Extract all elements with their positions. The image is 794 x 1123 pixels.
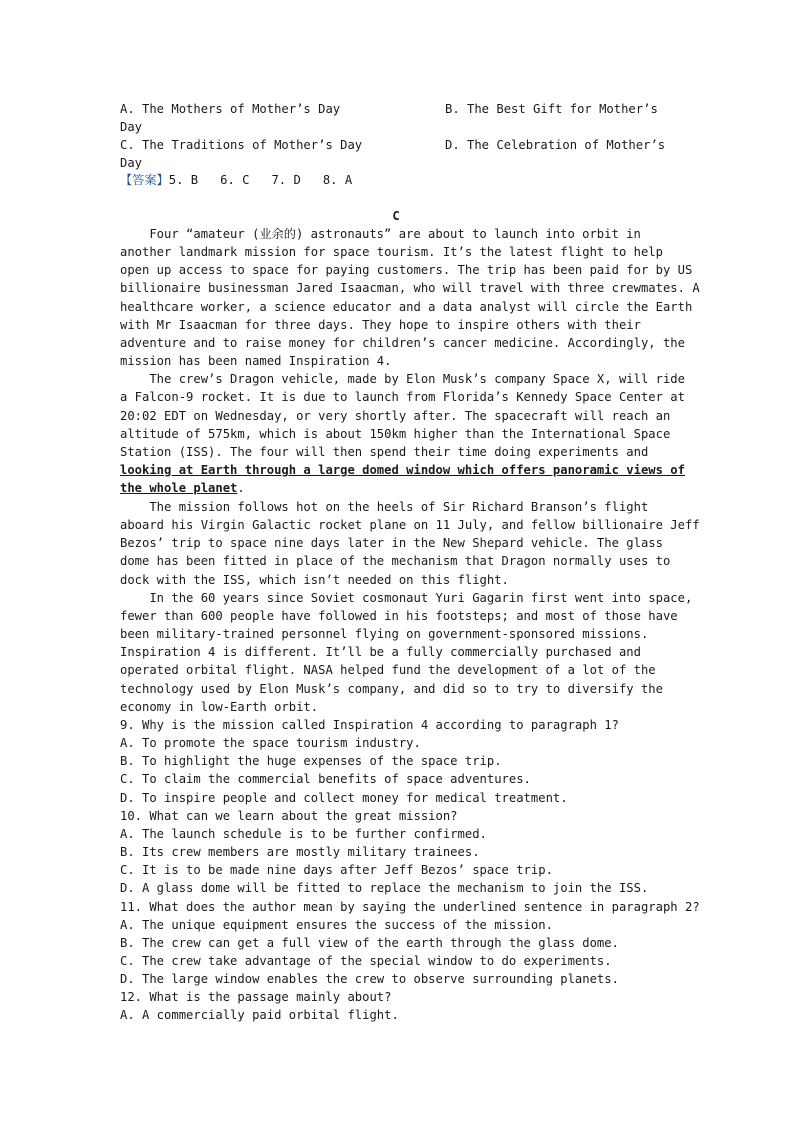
passage-line: mission has been named Inspiration 4. xyxy=(120,354,392,369)
passage-line: In the 60 years since Soviet cosmonaut Yuri Gagarin first went into space, xyxy=(120,590,693,605)
passage-line: a Falcon-9 rocket. It is due to launch from Florida’s Kennedy Space Center at xyxy=(120,390,685,405)
question-line: A. The launch schedule is to be further confirmed. xyxy=(120,826,487,841)
underlined-sentence-end: the whole planet xyxy=(120,481,238,495)
answer-label: 【答案】 xyxy=(120,173,169,187)
passage-line: Four “amateur (业余的) astronauts” are about to launch into orbit in xyxy=(120,227,641,241)
underlined-sentence-period: . xyxy=(237,481,245,495)
question-line: 11. What does the author mean by saying the underlined sentence in paragraph 2? xyxy=(120,899,700,914)
prev-option-b: B. The Best Gift for Mother’s xyxy=(445,102,658,116)
question-line: B. To highlight the huge expenses of the space trip. xyxy=(120,754,502,769)
passage-line: with Mr Isaacman for three days. They hope to inspire others with their xyxy=(120,317,641,332)
passage-line: Inspiration 4 is different. It’ll be a fully commercially purchased and xyxy=(120,645,641,660)
passage-line: dock with the ISS, which isn’t needed on this flight. xyxy=(120,572,509,587)
question-line: 10. What can we learn about the great mission? xyxy=(120,808,458,823)
answer-values: 5. B 6. C 7. D 8. A xyxy=(168,173,353,187)
question-line: A. The unique equipment ensures the success of the mission. xyxy=(120,917,553,932)
passage-line: adventure and to raise money for children’s cancer medicine. Accordingly, the xyxy=(120,335,685,350)
passage-line: billionaire businessman Jared Isaacman, who will travel with three crewmates. A xyxy=(120,281,700,296)
prev-option-d: D. The Celebration of Mother’s xyxy=(445,138,666,152)
passage-line: another landmark mission for space tourism. It’s the latest flight to help xyxy=(120,245,663,260)
section-heading: C xyxy=(392,209,400,223)
question-line: B. The crew can get a full view of the earth through the glass dome. xyxy=(120,935,619,950)
question-line: B. Its crew members are mostly military trainees. xyxy=(120,845,480,860)
passage-line: Station (ISS). The four will then spend their time doing experiments and xyxy=(120,444,649,459)
question-line: D. A glass dome will be fitted to replace the mechanism to join the ISS. xyxy=(120,881,649,896)
passage-line: 20:02 EDT on Wednesday, or very shortly after. The spacecraft will reach an xyxy=(120,408,671,423)
underlined-sentence-line1: looking at Earth through a large domed window which offers panoramic views of xyxy=(120,463,685,477)
question-line: C. To claim the commercial benefits of space adventures. xyxy=(120,772,531,787)
question-line: 12. What is the passage mainly about? xyxy=(120,990,392,1005)
prev-option-a: A. The Mothers of Mother’s Day xyxy=(120,102,341,116)
answer-key xyxy=(120,171,352,189)
passage-line: open up access to space for paying customers. The trip has been paid for by US xyxy=(120,263,693,278)
passage-line: economy in low-Earth orbit. xyxy=(120,699,319,714)
passage-line: dome has been fitted in place of the mechanism that Dragon normally uses to xyxy=(120,554,671,569)
passage-line: been military-trained personnel flying on government-sponsored missions. xyxy=(120,627,649,642)
prev-option-b-wrap: Day xyxy=(120,120,143,134)
question-line: 9. Why is the mission called Inspiration 4 according to paragraph 1? xyxy=(120,718,619,732)
passage-line: operated orbital flight. NASA helped fund the development of a lot of the xyxy=(120,663,656,678)
passage-line: The mission follows hot on the heels of Sir Richard Branson’s flight xyxy=(120,500,649,514)
question-line: D. To inspire people and collect money for medical treatment. xyxy=(120,790,568,805)
question-line: D. The large window enables the crew to observe surrounding planets. xyxy=(120,972,619,987)
question-line: A. A commercially paid orbital flight. xyxy=(120,1008,399,1023)
passage-line: aboard his Virgin Galactic rocket plane on 11 July, and fellow billionaire Jeff xyxy=(120,518,700,533)
prev-option-c: C. The Traditions of Mother’s Day xyxy=(120,138,363,152)
passage-line: The crew’s Dragon vehicle, made by Elon Musk’s company Space X, will ride xyxy=(120,372,685,387)
question-line: A. To promote the space tourism industry. xyxy=(120,736,421,751)
passage-line: fewer than 600 people have followed in his footsteps; and most of those have xyxy=(120,608,678,623)
underlined-sentence-line2 xyxy=(120,479,245,497)
passage-line: technology used by Elon Musk’s company, and did so to try to diversify the xyxy=(120,681,663,696)
question-line: C. The crew take advantage of the special window to do experiments. xyxy=(120,953,612,968)
question-line: C. It is to be made nine days after Jeff Bezos’ space trip. xyxy=(120,863,553,878)
passage-line: altitude of 575km, which is about 150km higher than the International Space xyxy=(120,426,671,441)
prev-option-d-wrap: Day xyxy=(120,156,143,170)
passage-line: Bezos’ trip to space nine days later in the New Shepard vehicle. The glass xyxy=(120,536,663,551)
passage-line: healthcare worker, a science educator and a data analyst will circle the Earth xyxy=(120,299,693,314)
